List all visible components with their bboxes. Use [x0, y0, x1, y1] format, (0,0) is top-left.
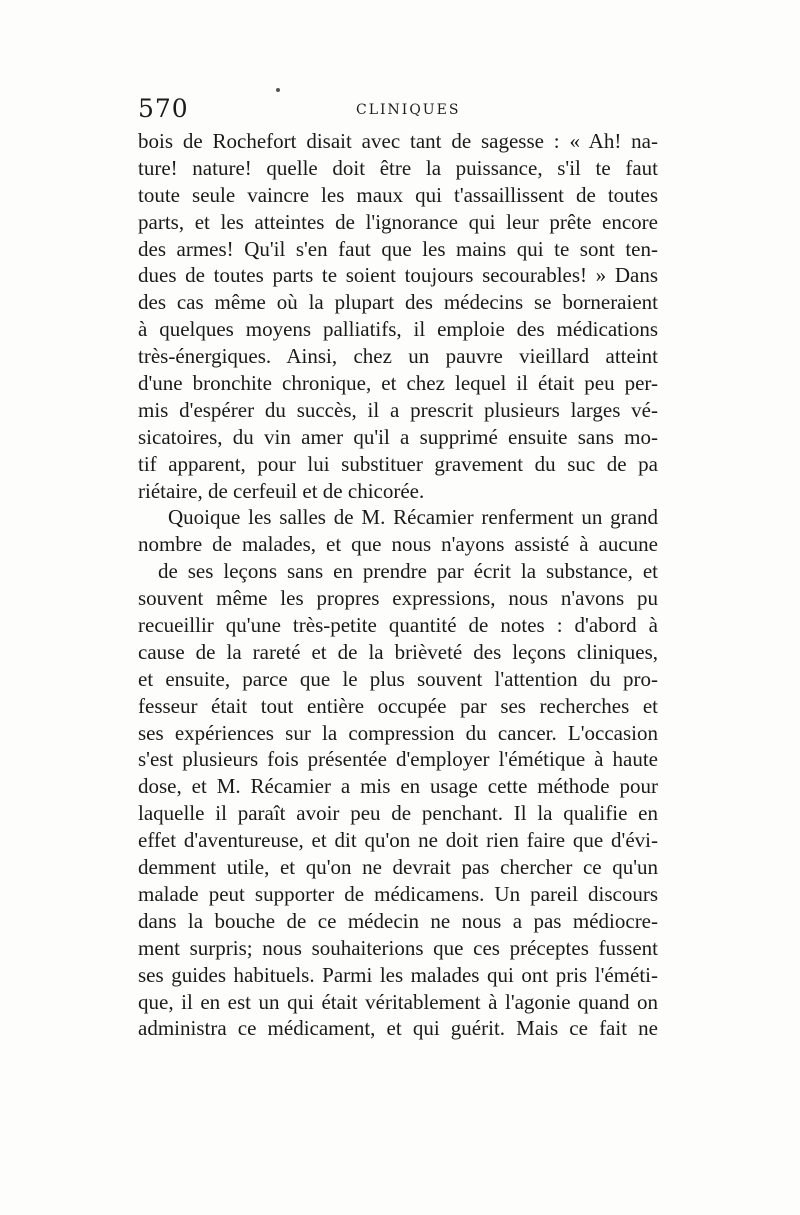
- text-line: bois de Rochefort disait avec tant de sagesse : « Ah! na-: [138, 129, 658, 153]
- text-line: s'est plusieurs fois présentée d'employer l'émétique à haute: [138, 747, 658, 772]
- text-line: dose, et M. Récamier a mis en usage cette méthode pour: [138, 774, 658, 799]
- text-line: et ensuite, parce que le plus souvent l'attention du pro-: [138, 666, 658, 691]
- text-line: malade peut supporter de médicamens. Un pareil discours: [138, 881, 658, 906]
- running-head: CLINIQUES: [356, 102, 461, 118]
- text-line: tif apparent, pour lui substituer gravement du suc de pa: [138, 451, 658, 476]
- text-line: ture! nature! quelle doit être la puissance, s'il te faut: [138, 155, 658, 180]
- text-line: nombre de malades, et que nous n'ayons assisté à aucune: [138, 532, 658, 557]
- ink-speck-top: [276, 88, 280, 92]
- paragraph-start-line: Quoique les salles de M. Récamier renferment un grand: [168, 505, 658, 530]
- text-line: toute seule vaincre les maux qui t'assaillissent de toutes: [138, 182, 658, 207]
- text-line: des cas même où la plupart des médecins se borneraient: [138, 290, 658, 315]
- text-line: de ses leçons sans en prendre par écrit la substance, et: [158, 559, 658, 584]
- page-header: [138, 94, 658, 128]
- text-line: riétaire, de cerfeuil et de chicorée.: [138, 478, 425, 503]
- text-line: à quelques moyens palliatifs, il emploie des médications: [138, 317, 658, 342]
- text-line: demment utile, et qu'on ne devrait pas chercher ce qu'un: [138, 855, 658, 880]
- page-number: 570: [138, 94, 189, 123]
- text-line: que, il en est un qui était véritablement à l'agonie quand on: [138, 989, 658, 1014]
- text-line: mis d'espérer du succès, il a prescrit plusieurs larges vé-: [138, 397, 658, 422]
- text-line: parts, et les atteintes de l'ignorance qui leur prête encore: [138, 209, 658, 234]
- text-line: fesseur était tout entière occupée par ses recherches et: [138, 693, 658, 718]
- text-line: ses expériences sur la compression du cancer. L'occasion: [138, 720, 658, 745]
- text-line: cause de la rareté et de la brièveté des leçons cliniques,: [138, 639, 658, 664]
- text-line: dans la bouche de ce médecin ne nous a pas médiocre-: [138, 908, 658, 933]
- text-line: administra ce médicament, et qui guérit. Mais ce fait ne: [138, 1016, 658, 1041]
- text-line: souvent même les propres expressions, nous n'avons pu: [138, 586, 658, 611]
- text-line: des armes! Qu'il s'en faut que les mains qui te sont ten-: [138, 236, 658, 261]
- text-line: ses guides habituels. Parmi les malades qui ont pris l'éméti-: [138, 962, 658, 987]
- text-line: dues de toutes parts te soient toujours secourables! » Dans: [138, 263, 658, 288]
- text-line: d'une bronchite chronique, et chez lequel il était peu per-: [138, 371, 658, 396]
- text-line: ment surpris; nous souhaiterions que ces préceptes fussent: [138, 935, 658, 960]
- text-line: sicatoires, du vin amer qu'il a supprimé ensuite sans mo-: [138, 424, 658, 449]
- text-line: effet d'aventureuse, et dit qu'on ne doit rien faire que d'évi-: [138, 828, 658, 853]
- text-line: laquelle il paraît avoir peu de penchant. Il la qualifie en: [138, 801, 658, 826]
- text-line: recueillir qu'une très-petite quantité de notes : d'abord à: [138, 613, 658, 638]
- body-text: [138, 128, 658, 1042]
- text-line: très-énergiques. Ainsi, chez un pauvre vieillard atteint: [138, 344, 658, 369]
